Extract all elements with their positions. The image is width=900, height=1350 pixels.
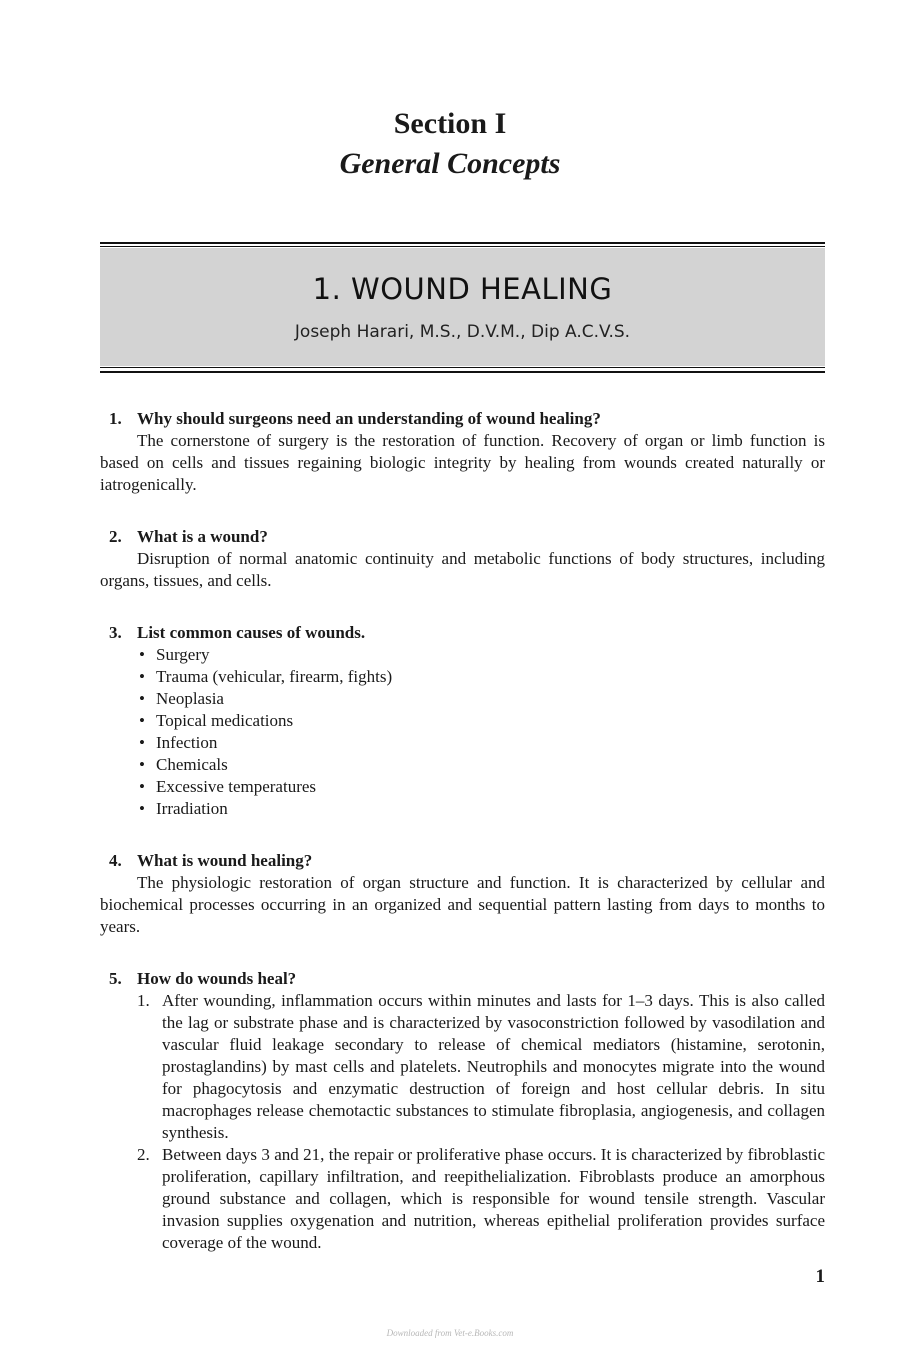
- question-block-5: [100, 968, 825, 1254]
- question-number: 4.: [109, 851, 122, 870]
- question-text: What is wound healing?: [137, 851, 313, 870]
- healing-steps-list: [100, 990, 825, 1254]
- list-item: • Topical medications: [137, 710, 825, 732]
- question-text: What is a wound?: [137, 527, 268, 546]
- list-item: [137, 990, 825, 1144]
- list-item: • Irradiation: [137, 798, 825, 820]
- step-text: Between days 3 and 21, the repair or proliferative phase occurs. It is characterized by fibroblastic proliferation, capillary infiltration, and reepithelialization. Fibroblasts produce an amorphous ground substance and collagen, which is responsible for wound tensile strength. Vascular invasion supplies oxygenation and nutrition, whereas epithelial proliferation provides surface coverage of the wound.: [162, 1145, 825, 1252]
- banner-rule-top-thin: [100, 246, 825, 247]
- section-subtitle: General Concepts: [339, 147, 561, 180]
- page-number: 1: [815, 1266, 825, 1287]
- question-number: 2.: [109, 527, 122, 546]
- question-block-3: [100, 622, 825, 820]
- question-text: How do wounds heal?: [137, 969, 297, 988]
- step-text: After wounding, inflammation occurs within minutes and lasts for 1–3 days. This is also called the lag or substrate phase and is characterized by vasoconstriction followed by vasodilation and vascular fluid leakage secondary to release of chemical mediators (histamine, serotonin, prostaglandins) by mast cells and platelets. Neutrophils and monocytes migrate into the wound for phagocytosis and enzymatic destruction of foreign and host cellular debris. In situ macrophages release chemotactic substances to stimulate fibroplasia, angiogenesis, and collagen synthesis.: [162, 991, 825, 1142]
- question-text: List common causes of wounds.: [137, 623, 366, 642]
- list-item: • Infection: [137, 732, 825, 754]
- page-content: [100, 408, 825, 1284]
- chapter-banner: [100, 242, 825, 374]
- question-text: Why should surgeons need an understanding of wound healing?: [137, 409, 601, 428]
- answer-text: Disruption of normal anatomic continuity and metabolic functions of body structures, including organs, tissues, and cells.: [100, 549, 825, 590]
- list-item: • Trauma (vehicular, firearm, fights): [137, 666, 825, 688]
- question-number: 5.: [109, 969, 122, 988]
- list-item: • Surgery: [137, 644, 825, 666]
- question-block-2: [100, 526, 825, 592]
- section-header: [0, 104, 900, 184]
- list-item: • Chemicals: [137, 754, 825, 776]
- banner-rule-top: [100, 242, 825, 244]
- causes-list: [100, 644, 825, 820]
- question-heading: [100, 408, 825, 430]
- answer-text: The physiologic restoration of organ structure and function. It is characterized by cellular and biochemical processes occurring in an organized and sequential pattern lasting from days to months to years.: [100, 873, 825, 936]
- list-item: • Excessive temperatures: [137, 776, 825, 798]
- question-heading: [100, 526, 825, 548]
- step-number: 2.: [137, 1145, 150, 1164]
- question-block-1: [100, 408, 825, 496]
- question-heading: [100, 622, 825, 644]
- question-heading: [100, 850, 825, 872]
- answer-text: The cornerstone of surgery is the restoration of function. Recovery of organ or limb function is based on cells and tissues regaining biologic integrity by healing from wounds created naturally or iatrogenically.: [100, 431, 825, 494]
- question-number: 3.: [109, 623, 122, 642]
- section-title: Section I: [393, 107, 507, 140]
- chapter-author: Joseph Harari, M.S., D.V.M., Dip A.C.V.S.: [294, 322, 631, 342]
- question-number: 1.: [109, 409, 122, 428]
- banner-rule-bottom: [100, 371, 825, 373]
- watermark: Downloaded from Vet-e.Books.com: [386, 1328, 514, 1338]
- list-item: [137, 1144, 825, 1254]
- question-heading: [100, 968, 825, 990]
- list-item: • Neoplasia: [137, 688, 825, 710]
- step-number: 1.: [137, 991, 150, 1010]
- question-block-4: [100, 850, 825, 938]
- banner-background: [100, 248, 825, 366]
- chapter-title: 1. WOUND HEALING: [312, 272, 613, 306]
- banner-rule-bottom-thin: [100, 367, 825, 368]
